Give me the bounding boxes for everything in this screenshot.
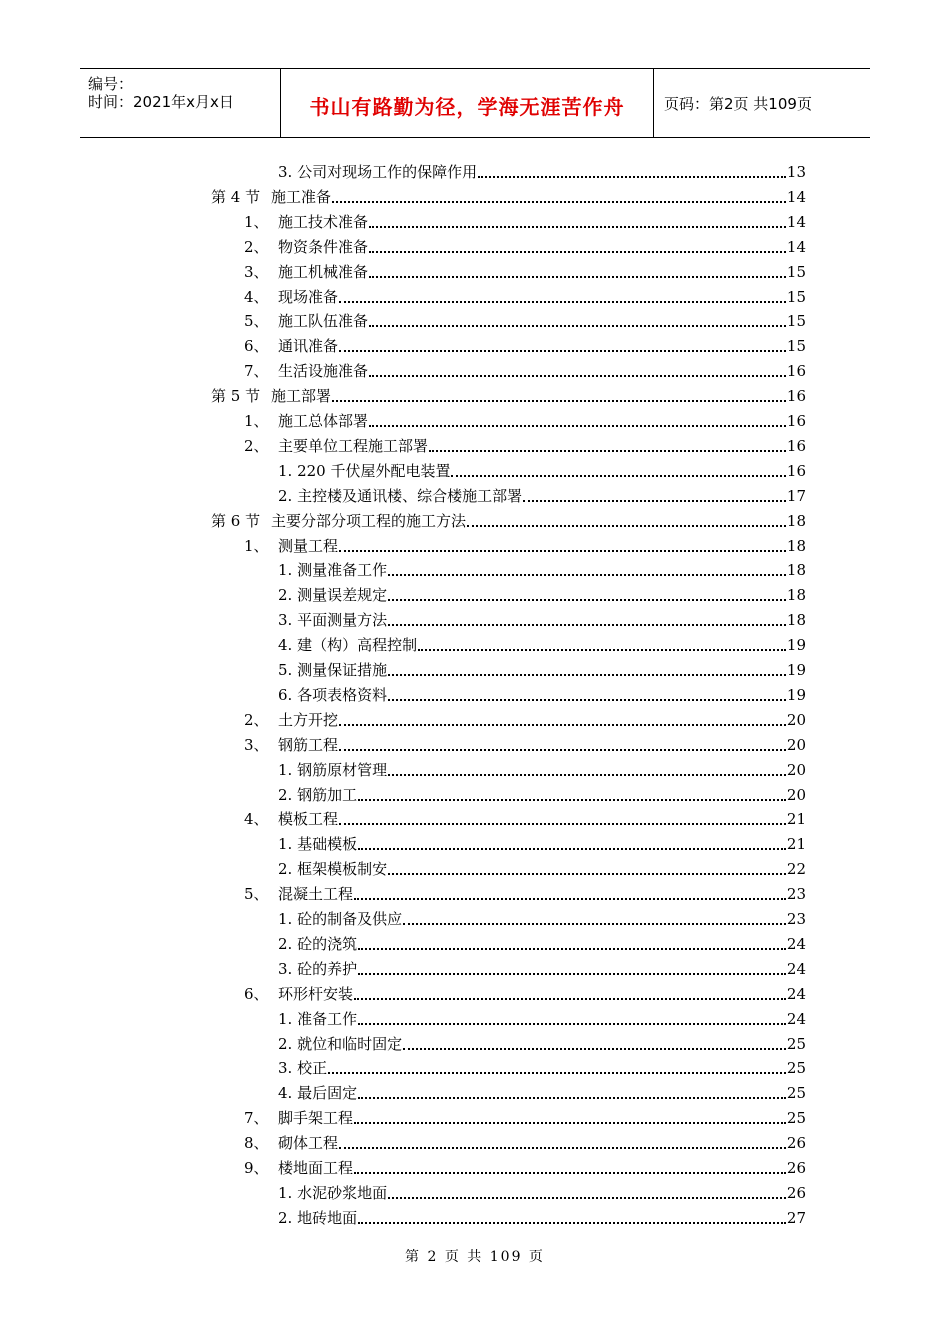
header-page-info: 页码：第2页 共109页 bbox=[664, 95, 812, 113]
toc-entry-page: 25 bbox=[786, 1109, 806, 1128]
toc-entry-page: 25 bbox=[786, 1059, 806, 1078]
toc-dot-leader bbox=[339, 301, 786, 303]
toc-entry[interactable] bbox=[244, 307, 806, 331]
toc-entry[interactable] bbox=[278, 1030, 806, 1054]
toc-entry-title: 5. 测量保证措施 bbox=[278, 661, 388, 679]
toc-entry-title: 砌体工程 bbox=[278, 1134, 339, 1153]
toc-entry[interactable] bbox=[278, 457, 806, 481]
toc-entry-page: 18 bbox=[786, 536, 806, 555]
toc-entry-title: 2. 主控楼及通讯楼、综合楼施工部署 bbox=[278, 486, 523, 505]
toc-entry-number: 1、 bbox=[244, 212, 269, 231]
toc-entry[interactable] bbox=[278, 681, 806, 705]
toc-dot-leader bbox=[369, 276, 786, 278]
toc-entry-page: 18 bbox=[786, 561, 806, 580]
toc-dot-leader bbox=[328, 1072, 786, 1074]
toc-dot-leader bbox=[358, 1023, 786, 1025]
header-meta-cell bbox=[80, 69, 281, 137]
toc-entry[interactable] bbox=[278, 781, 806, 805]
toc-entry-page: 15 bbox=[786, 337, 806, 356]
toc-entry-title: 施工准备 bbox=[271, 187, 332, 206]
toc-entry[interactable] bbox=[278, 1204, 806, 1228]
toc-entry-title: 施工部署 bbox=[271, 387, 332, 406]
toc-entry-title: 4. 最后固定 bbox=[278, 1084, 358, 1103]
toc-dot-leader bbox=[354, 898, 786, 900]
toc-entry-title: 模板工程 bbox=[278, 810, 339, 829]
toc-dot-leader bbox=[369, 425, 786, 427]
toc-entry-title: 施工机械准备 bbox=[278, 262, 369, 281]
toc-entry-page: 24 bbox=[786, 1009, 806, 1028]
toc-dot-leader bbox=[388, 774, 786, 776]
toc-entry-title: 生活设施准备 bbox=[278, 362, 369, 381]
toc-entry-page: 23 bbox=[786, 885, 806, 904]
toc-dot-leader bbox=[339, 1147, 786, 1149]
toc-entry-number: 2、 bbox=[244, 710, 269, 729]
toc-dot-leader bbox=[369, 226, 786, 228]
toc-dot-leader bbox=[354, 1122, 786, 1124]
serial-number-label: 编号： bbox=[88, 75, 134, 93]
toc-entry-page: 17 bbox=[786, 486, 806, 505]
toc-dot-leader bbox=[354, 998, 786, 1000]
header-page-cell bbox=[654, 69, 870, 137]
toc-dot-leader bbox=[451, 475, 785, 477]
toc-entry-number: 3、 bbox=[244, 262, 269, 281]
toc-entry[interactable] bbox=[278, 955, 806, 979]
toc-dot-leader bbox=[388, 1197, 786, 1199]
toc-dot-leader bbox=[358, 973, 786, 975]
toc-entry-number: 3、 bbox=[244, 735, 269, 754]
toc-entry-page: 22 bbox=[786, 860, 806, 879]
toc-entry-page: 13 bbox=[786, 163, 806, 181]
toc-entry[interactable] bbox=[244, 532, 806, 556]
toc-entry[interactable] bbox=[278, 1005, 806, 1029]
toc-entry-page: 15 bbox=[786, 312, 806, 331]
toc-entry-page: 27 bbox=[786, 1208, 806, 1227]
toc-entry[interactable] bbox=[244, 283, 806, 307]
toc-dot-leader bbox=[358, 799, 786, 801]
toc-entry-title: 1. 220 千伏屋外配电装置 bbox=[278, 461, 451, 480]
toc-entry-number: 5、 bbox=[244, 885, 269, 904]
toc-entry-number: 2、 bbox=[244, 237, 269, 256]
toc-entry-title: 3. 校正 bbox=[278, 1059, 328, 1078]
toc-entry[interactable] bbox=[278, 158, 806, 182]
toc-dot-leader bbox=[369, 375, 786, 377]
toc-entry-page: 18 bbox=[786, 511, 806, 530]
toc-entry-page: 20 bbox=[786, 710, 806, 729]
toc-entry-page: 20 bbox=[786, 760, 806, 779]
toc-entry[interactable] bbox=[244, 432, 806, 456]
toc-entry-title: 2. 就位和临时固定 bbox=[278, 1034, 403, 1053]
toc-entry-page: 14 bbox=[786, 237, 806, 256]
toc-entry-page: 14 bbox=[786, 187, 806, 206]
toc-entry[interactable] bbox=[244, 1129, 806, 1153]
toc-dot-leader bbox=[332, 400, 786, 402]
toc-entry-number: 1、 bbox=[244, 536, 269, 555]
toc-entry-page: 20 bbox=[786, 735, 806, 754]
toc-entry[interactable] bbox=[278, 482, 806, 506]
toc-entry-number: 7、 bbox=[244, 362, 269, 381]
toc-entry-page: 14 bbox=[786, 212, 806, 231]
toc-entry-page: 24 bbox=[786, 984, 806, 1003]
toc-dot-leader bbox=[403, 1048, 786, 1050]
toc-entry[interactable] bbox=[211, 183, 806, 207]
toc-entry-number: 8、 bbox=[244, 1134, 269, 1153]
toc-entry-number: 第 6 节 bbox=[211, 511, 261, 530]
toc-entry[interactable] bbox=[244, 880, 806, 904]
toc-entry-title: 4. 建（构）高程控制 bbox=[278, 636, 418, 655]
toc-entry[interactable] bbox=[244, 805, 806, 829]
toc-entry-title: 现场准备 bbox=[278, 287, 339, 306]
toc-entry-title: 3. 砼的养护 bbox=[278, 959, 358, 978]
toc-entry-title: 2. 测量误差规定 bbox=[278, 586, 388, 605]
toc-entry-page: 25 bbox=[786, 1084, 806, 1103]
toc-entry-number: 4、 bbox=[244, 287, 269, 306]
toc-entry-page: 26 bbox=[786, 1134, 806, 1153]
toc-entry-title: 通讯准备 bbox=[278, 337, 339, 356]
toc-dot-leader bbox=[388, 624, 786, 626]
toc-entry[interactable] bbox=[278, 1079, 806, 1103]
toc-entry-page: 21 bbox=[786, 810, 806, 829]
toc-dot-leader bbox=[478, 176, 786, 178]
toc-entry-page: 19 bbox=[786, 661, 806, 679]
toc-entry-title: 3. 公司对现场工作的保障作用 bbox=[278, 163, 478, 181]
toc-entry-title: 1. 水泥砂浆地面 bbox=[278, 1183, 388, 1202]
toc-entry[interactable] bbox=[278, 656, 806, 680]
header-motto: 书山有路勤为径，学海无涯苦作舟 bbox=[309, 95, 625, 119]
toc-entry[interactable] bbox=[244, 1154, 806, 1178]
toc-entry[interactable] bbox=[244, 980, 806, 1004]
page-header bbox=[80, 68, 870, 138]
toc-entry[interactable] bbox=[211, 382, 806, 406]
toc-entry-page: 18 bbox=[786, 611, 806, 630]
toc-dot-leader bbox=[467, 525, 786, 527]
toc-entry-page: 15 bbox=[786, 287, 806, 306]
toc-entry-title: 1. 砼的制备及供应 bbox=[278, 910, 403, 928]
toc-entry-number: 6、 bbox=[244, 984, 269, 1003]
toc-dot-leader bbox=[339, 550, 786, 552]
toc-entry-number: 9、 bbox=[244, 1159, 269, 1177]
toc-dot-leader bbox=[388, 574, 786, 576]
toc-dot-leader bbox=[388, 599, 786, 601]
toc-entry-page: 24 bbox=[786, 959, 806, 978]
toc-dot-leader bbox=[388, 699, 786, 701]
toc-entry[interactable] bbox=[278, 930, 806, 954]
toc-dot-leader bbox=[358, 948, 786, 950]
toc-entry-title: 2. 砼的浇筑 bbox=[278, 934, 358, 953]
toc-entry-title: 楼地面工程 bbox=[278, 1159, 354, 1177]
date-label: 时间：2021年x月x日 bbox=[88, 93, 234, 111]
toc-dot-leader bbox=[388, 873, 786, 875]
toc-entry-page: 26 bbox=[786, 1159, 806, 1177]
toc-entry-title: 1. 基础模板 bbox=[278, 835, 358, 854]
toc-entry-title: 物资条件准备 bbox=[278, 237, 369, 256]
toc-entry[interactable] bbox=[211, 507, 806, 531]
toc-dot-leader bbox=[358, 1097, 786, 1099]
toc-entry-page: 26 bbox=[786, 1183, 806, 1202]
toc-entry-title: 施工技术准备 bbox=[278, 212, 369, 231]
toc-entry[interactable] bbox=[278, 1179, 806, 1203]
page-footer: 第 2 页 共 109 页 bbox=[405, 1249, 545, 1265]
toc-dot-leader bbox=[332, 201, 786, 203]
toc-entry[interactable] bbox=[278, 830, 806, 854]
toc-entry-number: 1、 bbox=[244, 412, 269, 430]
toc-dot-leader bbox=[388, 674, 786, 676]
toc-entry-page: 16 bbox=[786, 387, 806, 406]
toc-entry[interactable] bbox=[278, 556, 806, 580]
toc-dot-leader bbox=[403, 923, 786, 925]
toc-entry-number: 5、 bbox=[244, 312, 269, 331]
toc-entry-number: 6、 bbox=[244, 337, 269, 356]
toc-entry[interactable] bbox=[244, 258, 806, 282]
toc-entry-number: 4、 bbox=[244, 810, 269, 829]
toc-entry-page: 23 bbox=[786, 910, 806, 928]
toc-entry[interactable] bbox=[244, 332, 806, 356]
toc-entry-title: 环形杆安装 bbox=[278, 984, 354, 1003]
toc-entry-page: 15 bbox=[786, 262, 806, 281]
toc-entry-page: 18 bbox=[786, 586, 806, 605]
toc-entry-title: 施工总体部署 bbox=[278, 412, 369, 430]
header-motto-cell bbox=[281, 69, 654, 137]
toc-entry-title: 施工队伍准备 bbox=[278, 312, 369, 331]
toc-dot-leader bbox=[339, 724, 786, 726]
toc-entry-page: 16 bbox=[786, 412, 806, 430]
toc-dot-leader bbox=[418, 649, 786, 651]
toc-entry[interactable] bbox=[278, 581, 806, 605]
toc-entry-page: 19 bbox=[786, 636, 806, 655]
toc-entry-title: 6. 各项表格资料 bbox=[278, 685, 388, 704]
toc-entry[interactable] bbox=[244, 233, 806, 257]
toc-entry-title: 钢筋工程 bbox=[278, 735, 339, 754]
toc-entry-page: 16 bbox=[786, 436, 806, 455]
toc-entry[interactable] bbox=[278, 631, 806, 655]
toc-entry-number: 7、 bbox=[244, 1109, 269, 1128]
toc-entry-title: 1. 钢筋原材管理 bbox=[278, 760, 388, 779]
toc-entry[interactable] bbox=[244, 407, 806, 431]
toc-entry[interactable] bbox=[278, 756, 806, 780]
toc-entry-page: 20 bbox=[786, 785, 806, 804]
toc-entry-number: 第 5 节 bbox=[211, 387, 261, 406]
toc-entry-title: 测量工程 bbox=[278, 536, 339, 555]
toc-entry-title: 混凝土工程 bbox=[278, 885, 354, 904]
toc-entry-title: 主要分部分项工程的施工方法 bbox=[271, 511, 467, 530]
toc-dot-leader bbox=[339, 749, 786, 751]
toc-entry-title: 2. 框架模板制安 bbox=[278, 860, 388, 879]
toc-entry-number: 2、 bbox=[244, 436, 269, 455]
toc-dot-leader bbox=[339, 350, 786, 352]
toc-entry[interactable] bbox=[244, 208, 806, 232]
toc-dot-leader bbox=[339, 823, 786, 825]
toc-entry-title: 1. 测量准备工作 bbox=[278, 561, 388, 580]
toc-entry[interactable] bbox=[244, 706, 806, 730]
toc-entry-title: 3. 平面测量方法 bbox=[278, 611, 388, 630]
toc-entry-page: 21 bbox=[786, 835, 806, 854]
toc-entry[interactable] bbox=[278, 606, 806, 630]
toc-entry[interactable] bbox=[244, 731, 806, 755]
toc-dot-leader bbox=[354, 1172, 786, 1174]
toc-entry-title: 主要单位工程施工部署 bbox=[278, 436, 429, 455]
toc-entry-title: 2. 地砖地面 bbox=[278, 1208, 358, 1227]
toc-entry[interactable] bbox=[278, 855, 806, 879]
toc-entry-page: 16 bbox=[786, 461, 806, 480]
toc-entry-page: 25 bbox=[786, 1034, 806, 1053]
toc-entry-title: 脚手架工程 bbox=[278, 1109, 354, 1128]
toc-entry[interactable] bbox=[278, 905, 806, 929]
toc-dot-leader bbox=[358, 848, 786, 850]
toc-dot-leader bbox=[523, 500, 786, 502]
toc-dot-leader bbox=[358, 1222, 786, 1224]
toc-entry-title: 2. 钢筋加工 bbox=[278, 785, 358, 804]
toc-dot-leader bbox=[429, 450, 786, 452]
toc-entry[interactable] bbox=[244, 1104, 806, 1128]
toc-entry-page: 24 bbox=[786, 934, 806, 953]
toc-entry[interactable] bbox=[244, 357, 806, 381]
toc-entry-title: 1. 准备工作 bbox=[278, 1009, 358, 1028]
toc-entry-number: 第 4 节 bbox=[211, 187, 261, 206]
toc-dot-leader bbox=[369, 251, 786, 253]
toc-entry-page: 19 bbox=[786, 685, 806, 704]
toc-dot-leader bbox=[369, 325, 786, 327]
toc-entry-title: 土方开挖 bbox=[278, 710, 339, 729]
toc-entry-page: 16 bbox=[786, 362, 806, 381]
toc-entry[interactable] bbox=[278, 1054, 806, 1078]
